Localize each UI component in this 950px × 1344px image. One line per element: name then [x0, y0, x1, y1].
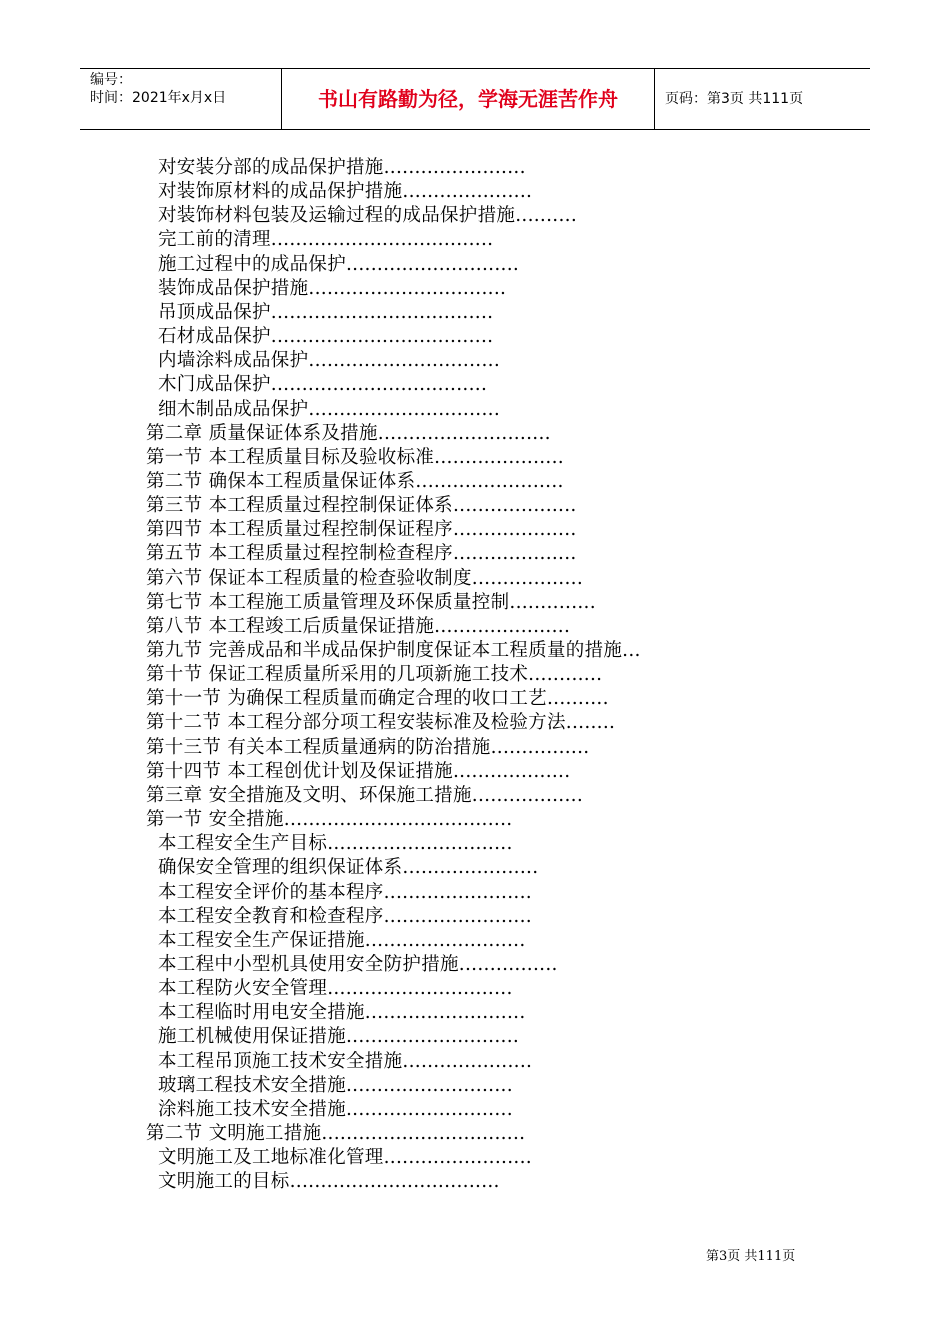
document-number-label: 编号： [90, 72, 132, 88]
header-motto: 书山有路勤为径，学海无涯苦作舟 [318, 87, 618, 111]
toc-entry-item: 本工程临时用电安全措施.......................... [158, 1002, 526, 1024]
toc-entry-chapter: 第十节 保证工程质量所采用的几项新施工技术............ [146, 664, 603, 686]
toc-entry-chapter: 第二节 确保本工程质量保证体系........................ [146, 470, 564, 492]
toc-entry-item: 文明施工及工地标准化管理........................ [158, 1147, 532, 1169]
toc-entry-chapter: 第三节 本工程质量过程控制保证体系.................... [146, 495, 577, 517]
toc-entry-chapter: 第一节 本工程质量目标及验收标准..................... [146, 446, 564, 468]
toc-entry-chapter: 第十三节 有关本工程质量通病的防治措施................ [146, 736, 590, 758]
toc-entry-chapter: 第八节 本工程竣工后质量保证措施...................... [146, 615, 571, 637]
page-header [80, 68, 870, 130]
toc-entry-item: 本工程安全评价的基本程序........................ [158, 881, 532, 903]
toc-entry-item: 文明施工的目标.................................. [158, 1171, 500, 1193]
page-footer: 第3页 共111页 [706, 1249, 796, 1264]
toc-entry-item: 细木制品成品保护............................... [158, 398, 500, 420]
toc-entry-chapter: 第二章 质量保证体系及措施............................ [146, 422, 551, 444]
toc-entry-item: 确保安全管理的组织保证体系...................... [158, 857, 539, 879]
toc-entry-item: 本工程安全生产目标.............................. [158, 833, 513, 855]
toc-entry-chapter: 第七节 本工程施工质量管理及环保质量控制.............. [146, 591, 596, 613]
toc-entry-item: 本工程吊顶施工技术安全措施..................... [158, 1050, 533, 1072]
toc-entry-item: 吊顶成品保护.................................... [158, 301, 494, 323]
toc-entry-chapter: 第十一节 为确保工程质量而确定合理的收口工艺.......... [146, 688, 609, 710]
toc-entry-chapter: 第二节 文明施工措施................................. [146, 1123, 526, 1144]
toc-entry-item: 施工机械使用保证措施............................ [158, 1026, 520, 1048]
toc-entry-item: 对安装分部的成品保护措施....................... [158, 157, 526, 178]
toc-entry-item: 石材成品保护.................................... [158, 326, 494, 348]
toc-entry-item: 木门成品保护................................... [158, 374, 488, 396]
toc-entry-item: 本工程防火安全管理.............................. [158, 978, 513, 1000]
toc-entry-item: 对装饰原材料的成品保护措施..................... [158, 181, 533, 203]
toc-entry-item: 玻璃工程技术安全措施........................... [158, 1074, 513, 1096]
header-motto-cell [282, 69, 655, 129]
toc-entry-item: 涂料施工技术安全措施........................... [158, 1098, 513, 1120]
toc-entry-chapter: 第五节 本工程质量过程控制检查程序.................... [146, 543, 577, 565]
toc-entry-item: 施工过程中的成品保护............................ [158, 253, 520, 275]
toc-entry-item: 完工前的清理.................................... [158, 229, 494, 251]
toc-entry-chapter: 第十二节 本工程分部分项工程安装标准及检验方法........ [146, 712, 616, 734]
toc-entry-item: 装饰成品保护措施................................ [158, 277, 507, 299]
toc-entry-item: 本工程安全教育和检查程序........................ [158, 905, 532, 927]
toc-entry-item: 本工程中小型机具使用安全防护措施................ [158, 953, 558, 975]
toc-entry-item: 对装饰材料包装及运输过程的成品保护措施.......... [158, 205, 578, 227]
header-page-cell [655, 69, 870, 129]
toc-entry-chapter: 第六节 保证本工程质量的检查验收制度.................. [146, 567, 584, 589]
header-meta-cell [80, 69, 282, 129]
toc-entry-chapter: 第十四节 本工程创优计划及保证措施................... [146, 760, 571, 782]
toc-entry-chapter: 第四节 本工程质量过程控制保证程序.................... [146, 519, 577, 541]
toc-entry-chapter: 第九节 完善成品和半成品保护制度保证本工程质量的措施... [146, 640, 641, 661]
toc-entry-item: 内墙涂料成品保护............................... [158, 350, 500, 372]
toc-entry-chapter: 第三章 安全措施及文明、环保施工措施.................. [146, 784, 584, 806]
header-page-info: 页码：第3页 共111页 [665, 91, 804, 107]
document-time-label: 时间：2021年x月x日 [90, 90, 227, 106]
toc-entry-item: 本工程安全生产保证措施.......................... [158, 929, 526, 951]
toc-entry-chapter: 第一节 安全措施..................................... [146, 809, 513, 831]
